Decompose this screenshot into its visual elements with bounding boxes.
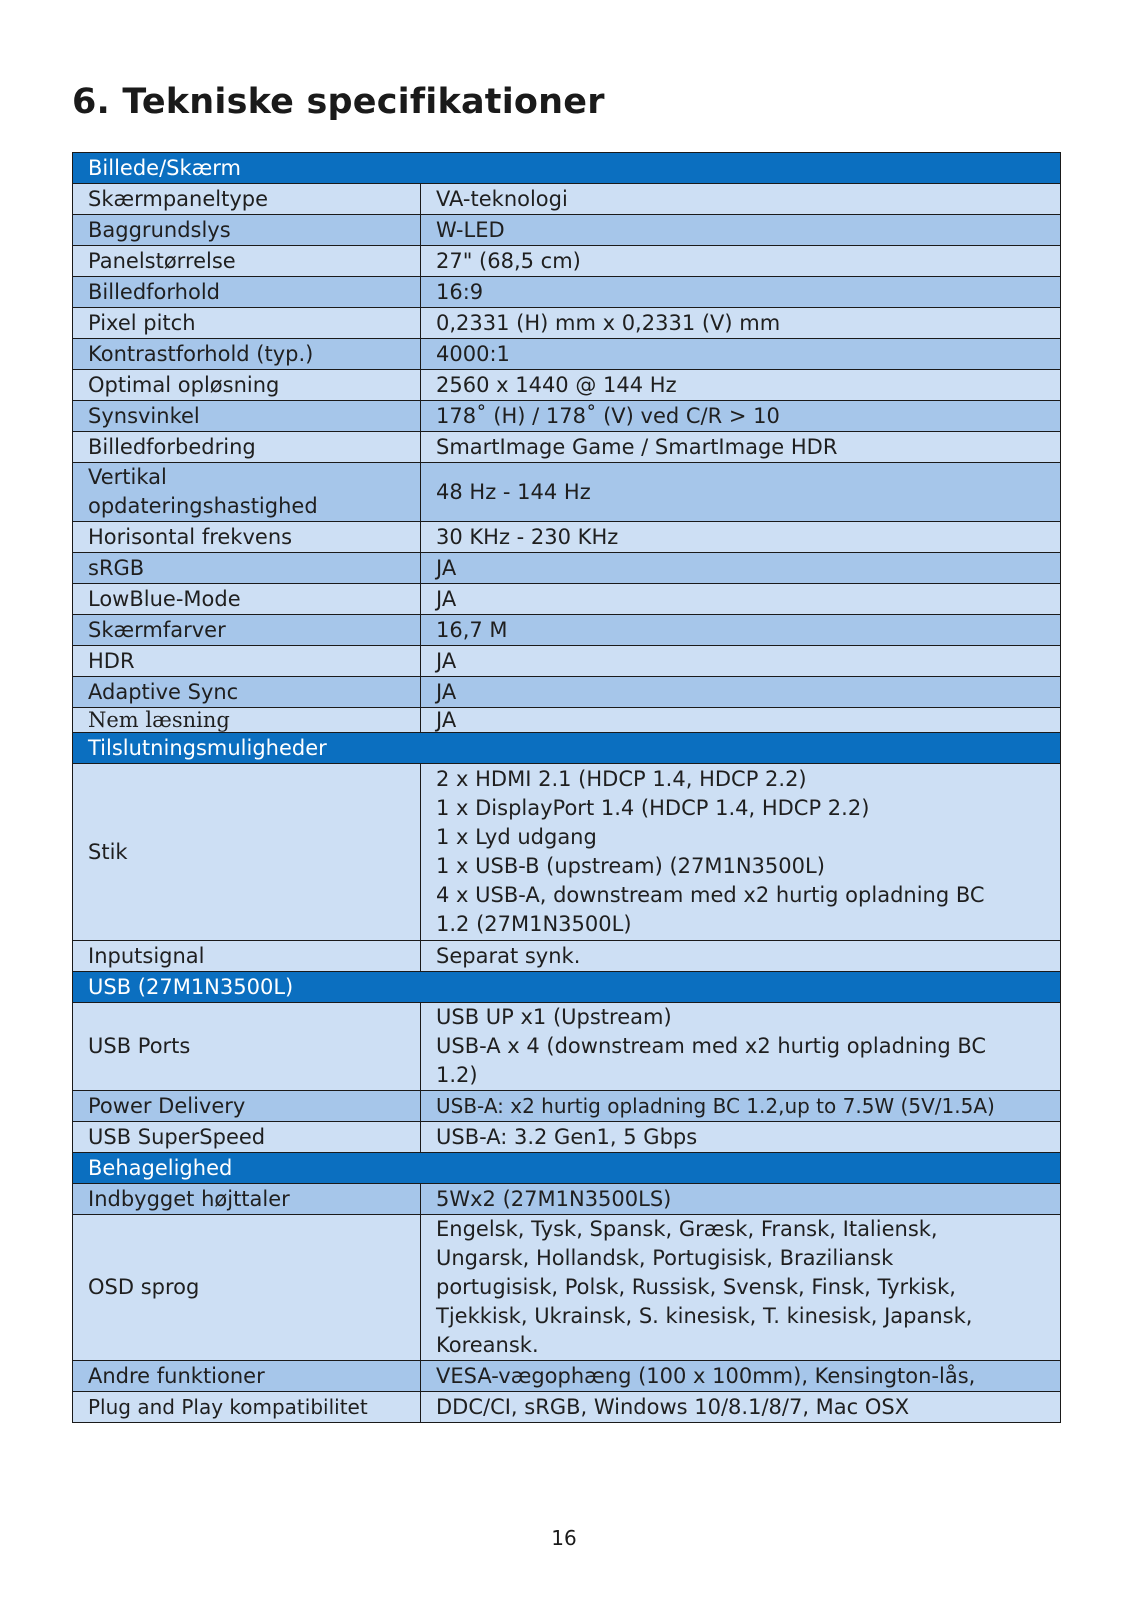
spec-value: 4000:1 xyxy=(421,339,1061,370)
table-row xyxy=(73,1215,1061,1361)
table-row xyxy=(73,370,1061,401)
table-row xyxy=(73,941,1061,972)
spec-label: Billedforhold xyxy=(73,277,421,308)
spec-value: 178˚ (H) / 178˚ (V) ved C/R > 10 xyxy=(421,401,1061,432)
spec-label: LowBlue-Mode xyxy=(73,584,421,615)
spec-value-line: 4 x USB-A, downstream med x2 hurtig opladning BC xyxy=(436,883,985,907)
spec-value: 16,7 M xyxy=(421,615,1061,646)
table-row xyxy=(73,1003,1061,1091)
spec-value: JA xyxy=(421,677,1061,708)
spec-label: Adaptive Sync xyxy=(73,677,421,708)
spec-table xyxy=(72,152,1061,1423)
table-row xyxy=(73,215,1061,246)
table-row xyxy=(73,522,1061,553)
spec-value: 5Wx2 (27M1N3500LS) xyxy=(421,1184,1061,1215)
spec-value-line: Ungarsk, Hollandsk, Portugisisk, Braziliansk xyxy=(436,1246,894,1270)
spec-value-line: 2 x HDMI 2.1 (HDCP 1.4, HDCP 2.2) xyxy=(436,767,807,791)
table-row xyxy=(73,246,1061,277)
spec-value: JA xyxy=(421,553,1061,584)
section-title: USB (27M1N3500L) xyxy=(73,972,1061,1003)
section-header-usb xyxy=(73,972,1061,1003)
spec-label: Andre funktioner xyxy=(73,1361,421,1392)
spec-label: Optimal opløsning xyxy=(73,370,421,401)
table-row xyxy=(73,277,1061,308)
spec-label: Synsvinkel xyxy=(73,401,421,432)
spec-value-line: 1 x USB-B (upstream) (27M1N3500L) xyxy=(436,854,825,878)
spec-label: Panelstørrelse xyxy=(73,246,421,277)
table-row xyxy=(73,339,1061,370)
spec-value: 16:9 xyxy=(421,277,1061,308)
spec-label-line: Vertikal xyxy=(88,465,167,489)
table-row xyxy=(73,1122,1061,1153)
spec-value-line: 1.2 (27M1N3500L) xyxy=(436,912,632,936)
page-title: 6. Tekniske specifikationer xyxy=(72,82,605,122)
spec-label: Skærmfarver xyxy=(73,615,421,646)
spec-value-line: portugisisk, Polsk, Russisk, Svensk, Finsk, Tyrkisk, xyxy=(436,1275,956,1299)
spec-value: VA-teknologi xyxy=(421,184,1061,215)
table-row xyxy=(73,432,1061,463)
spec-value: 30 KHz - 230 KHz xyxy=(421,522,1061,553)
spec-value xyxy=(421,1003,1061,1091)
table-row xyxy=(73,308,1061,339)
spec-label: Baggrundslys xyxy=(73,215,421,246)
spec-value: 48 Hz - 144 Hz xyxy=(421,463,1061,522)
table-row xyxy=(73,677,1061,708)
spec-value: JA xyxy=(421,646,1061,677)
section-header-tilslutning xyxy=(73,733,1061,764)
spec-label-line: opdateringshastighed xyxy=(88,494,318,518)
spec-value xyxy=(421,764,1061,941)
spec-value: USB-A: 3.2 Gen1, 5 Gbps xyxy=(421,1122,1061,1153)
spec-value-line: 1.2) xyxy=(436,1063,478,1087)
table-row xyxy=(73,764,1061,941)
spec-label: Billedforbedring xyxy=(73,432,421,463)
spec-label xyxy=(73,463,421,522)
spec-value: USB-A: x2 hurtig opladning BC 1.2,up to 7.5W (5V/1.5A) xyxy=(421,1091,1061,1122)
spec-label: sRGB xyxy=(73,553,421,584)
spec-label: Indbygget højttaler xyxy=(73,1184,421,1215)
spec-value-line: Koreansk. xyxy=(436,1333,539,1357)
table-row xyxy=(73,401,1061,432)
spec-value: JA xyxy=(421,584,1061,615)
table-row xyxy=(73,1392,1061,1423)
spec-value-line: 1 x DisplayPort 1.4 (HDCP 1.4, HDCP 2.2) xyxy=(436,796,870,820)
section-title: Tilslutningsmuligheder xyxy=(73,733,1061,764)
section-header-billede xyxy=(73,153,1061,184)
table-row xyxy=(73,584,1061,615)
section-title: Billede/Skærm xyxy=(73,153,1061,184)
spec-label: Pixel pitch xyxy=(73,308,421,339)
spec-label: USB Ports xyxy=(73,1003,421,1091)
spec-label: HDR xyxy=(73,646,421,677)
spec-value: JA xyxy=(421,708,1061,733)
spec-label: OSD sprog xyxy=(73,1215,421,1361)
table-row xyxy=(73,1184,1061,1215)
spec-label: Skærmpaneltype xyxy=(73,184,421,215)
table-row xyxy=(73,184,1061,215)
spec-value-line: USB-A x 4 (downstream med x2 hurtig opladning BC xyxy=(436,1034,987,1058)
table-row xyxy=(73,646,1061,677)
spec-value: W-LED xyxy=(421,215,1061,246)
page-number: 16 xyxy=(551,1526,577,1550)
spec-value: Separat synk. xyxy=(421,941,1061,972)
table-row xyxy=(73,553,1061,584)
spec-value-line: 1 x Lyd udgang xyxy=(436,825,597,849)
table-row xyxy=(73,463,1061,522)
spec-value: 27" (68,5 cm) xyxy=(421,246,1061,277)
spec-value-line: USB UP x1 (Upstream) xyxy=(436,1005,672,1029)
spec-value: VESA-vægophæng (100 x 100mm), Kensington-lås, xyxy=(421,1361,1061,1392)
table-row xyxy=(73,1091,1061,1122)
section-header-behagelighed xyxy=(73,1153,1061,1184)
spec-value: SmartImage Game / SmartImage HDR xyxy=(421,432,1061,463)
spec-value-line: Tjekkisk, Ukrainsk, S. kinesisk, T. kinesisk, Japansk, xyxy=(436,1304,973,1328)
spec-value: 0,2331 (H) mm x 0,2331 (V) mm xyxy=(421,308,1061,339)
spec-label: Power Delivery xyxy=(73,1091,421,1122)
table-row xyxy=(73,615,1061,646)
spec-label: Kontrastforhold (typ.) xyxy=(73,339,421,370)
spec-label: Plug and Play kompatibilitet xyxy=(73,1392,421,1423)
table-row xyxy=(73,1361,1061,1392)
spec-value xyxy=(421,1215,1061,1361)
section-title: Behagelighed xyxy=(73,1153,1061,1184)
spec-label: Nem læsning xyxy=(73,708,421,733)
spec-label: USB SuperSpeed xyxy=(73,1122,421,1153)
spec-value-line: Engelsk, Tysk, Spansk, Græsk, Fransk, Italiensk, xyxy=(436,1217,938,1241)
spec-value: DDC/CI, sRGB, Windows 10/8.1/8/7, Mac OSX xyxy=(421,1392,1061,1423)
spec-label: Horisontal frekvens xyxy=(73,522,421,553)
table-row xyxy=(73,708,1061,733)
spec-label: Stik xyxy=(73,764,421,941)
spec-label: Inputsignal xyxy=(73,941,421,972)
spec-value: 2560 x 1440 @ 144 Hz xyxy=(421,370,1061,401)
